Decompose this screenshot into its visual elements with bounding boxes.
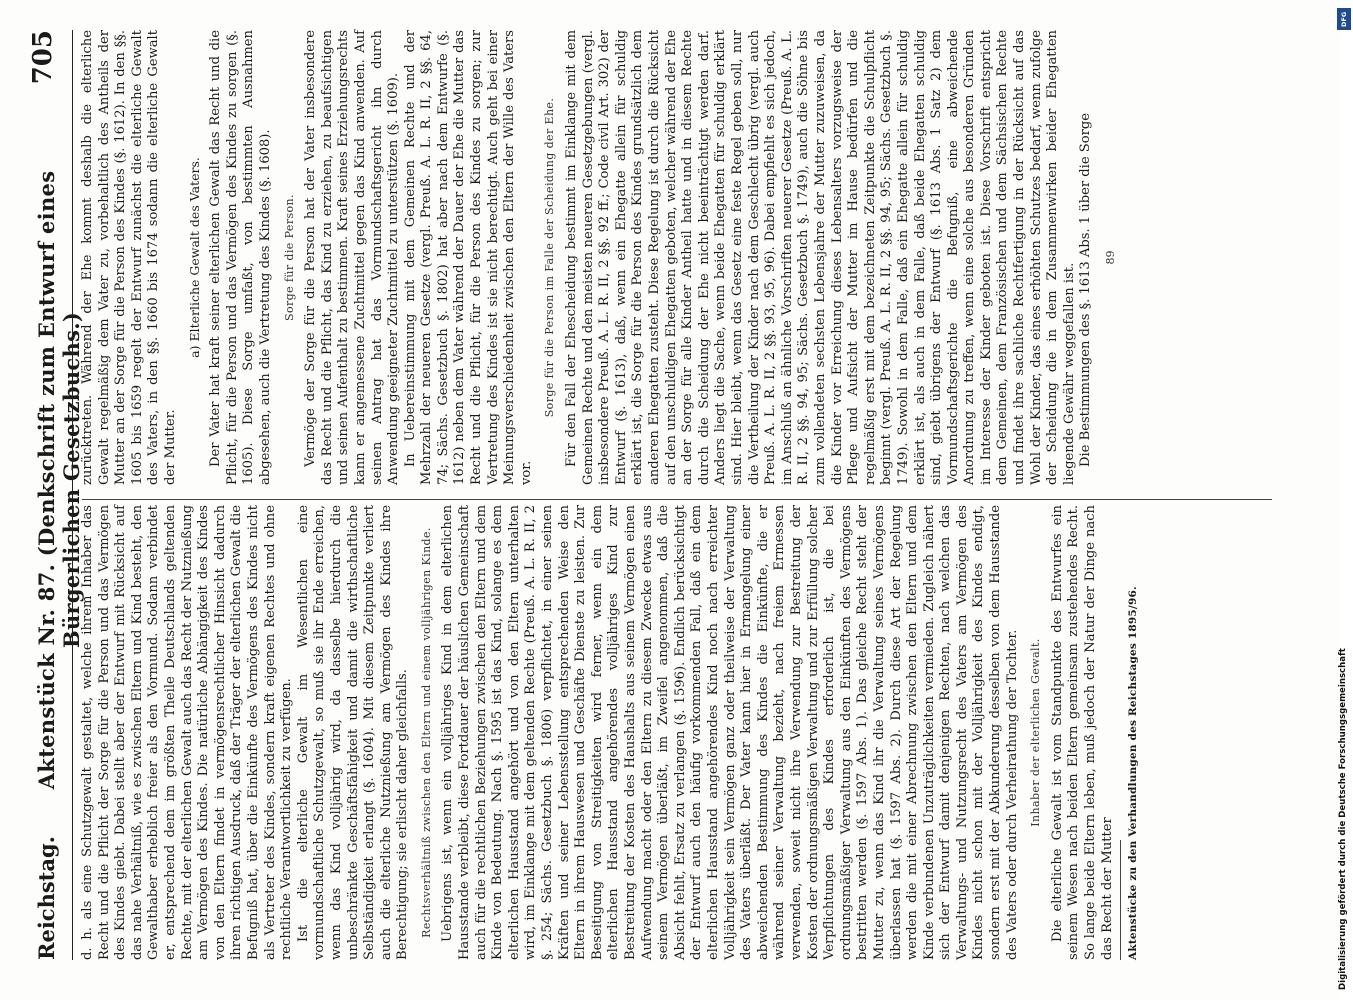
section-heading: Sorge für die Person im Falle der Scheidung der Ehe. [543,97,557,418]
footnote-rule [1120,840,1121,960]
digitization-credit: Digitalisierung gefördert durch die Deutsche Forschungsgemeinschaft [1338,648,1348,990]
paragraph: Ist die elterliche Gewalt im Wesentlichen eine vormundschaftliche Schutzgewalt, so muß sie ihr Ende erreichen, wenn das Kind volljährig wird, da dasselbe hierdurch die unbeschränkte Geschäftsfähigkeit und damit die wirthschaftliche Selbständigkeit erlangt (§. 1604). Mit diesem Zeitpunkte verliert auch die elterliche Nutznießung am Vermögen des Kindes ihre Berechtigung; sie erlischt daher gleichfalls. [295,505,411,960]
column-divider [82,499,1272,500]
header-title: Aktenstück Nr. 87. (Denkschrift zum Entwurf eines Bürgerlichen Gesetzbuchs.) [34,170,84,790]
sheet-number: 89 [1104,250,1118,265]
paragraph: Die Bestimmungen des §. 1613 Abs. 1 über die Sorge [1078,112,1094,467]
section-heading: Rechtsverhältniß zwischen den Eltern und einem volljährigen Kinde. [419,527,433,938]
header-rule [72,30,73,960]
paragraph: Uebrigens ist, wenn ein volljähriges Kind in dem elterlichen Hausstande verbleibt, diese Fortdauer der häuslichen Gemeinschaft auch für die rechtlichen Beziehungen zwischen den Eltern und dem Kinde von Bedeutung. Nach §. 1595 ist das Kind, solange es dem elterlichen Hausstand angehört und von den Eltern unterhalten wird, im Einklange mit dem geltenden Rechte (Preuß. A. L. R. II, 2 §. 254; Sächs. Gesetzbuch §. 1806) verpflichtet, in einer seinen Kräften und seiner Lebensstellung entsprechenden Weise den Eltern in ihrem Hauswesen und Geschäfte Dienste zu leisten. Zur Beseitigung von Streitigkeiten wird ferner, wenn ein dem elterlichen Hausstand angehörendes volljähriges Kind zur Bestreitung der Kosten des Haushalts aus seinem Vermögen einen Aufwendung macht oder den Eltern zu diesem Zwecke etwas aus seinem Vermögen überläßt, im Zweifel angenommen, daß die Absicht fehlt, Ersatz zu verlangen (§. 1596). Endlich berücksichtigt der Entwurf auch den häufig vorkommenden Fall, daß ein dem elterlichen Hausstand angehörendes Kind noch nach erreichter Volljährigkeit sein Vermögen ganz oder theilweise der Verwaltung des Vaters überläßt. Der Vater kann hier in Ermangelung einer abweichenden Bestimmung des Kindes die Einkünfte, die er während seiner Verwaltung bezieht, nach freiem Ermessen verwenden, soweit nicht ihre Verwendung zur Bestreitung der Kosten der ordnungsmäßigen Verwaltung und zur Erfüllung solcher Verpflichtungen des Kindes erforderlich ist, die bei ordnungsmäßiger Verwaltung aus den Einkünften des Vermögens bestritten werden (§. 1597 Abs. 1). Das gleiche Recht steht der Mutter zu, wenn das Kind ihr die Verwaltung seines Vermögens überlassen hat (§. 1597 Abs. 2). Durch diese Art der Regelung werden die mit einer Abrechnung zwischen den Eltern und dem Kinde verbundenen Unzuträglichkeiten vermieden. Zugleich nähert sich der Entwurf damit denjenigen Rechten, nach welchen das Verwaltungs- und Nutzungsrecht des Vaters am Vermögen des Kindes nicht schon mit der Volljährigkeit des Kindes endigt, sondern erst mit der Abkunderung desselben von dem Hausstande des Vaters oder durch Verheirathung der Tochter. [440,505,1020,960]
left-column [80,505,1142,960]
dfg-logo: DFG [1337,8,1351,30]
paragraph: zurücktreten. Während der Ehe kommt deshalb die elterliche Gewalt regelmäßig dem Vater zu, vorbehaltlich des Antheils der Mutter an der Sorge für die Person des Kindes (§. 1612). In den §§. 1605 bis 1659 regelt der Entwurf zunächst die elterliche Gewalt des Vaters, in den §§. 1660 bis 1674 sodann die elterliche Gewalt der Mutter. [80,30,178,485]
header-left: Reichstag. [34,836,59,960]
page-number: 705 [28,30,58,85]
section-heading: a) Elterliche Gewalt des Vaters. [186,157,202,358]
paragraph: Der Vater hat kraft seiner elterlichen Gewalt das Recht und die Pflicht, für die Person und das Vermögen des Kindes zu sorgen (§. 1605). Diese Sorge umfaßt, von bestimmten Ausnahmen abgesehen, auch die Vertretung des Kindes (§. 1608). [208,30,273,485]
section-heading: Sorge für die Person. [282,194,296,321]
paragraph: Die elterliche Gewalt ist vom Standpunkte des Entwurfes ein seinem Wesen nach beiden Eltern gemeinsam zustehendes Recht. So lange beide Eltern leben, muß jedoch der Natur der Dinge nach das Recht der Mutter [1049,505,1115,960]
section-heading: Inhaber der elterlichen Gewalt. [1029,638,1043,827]
right-column [80,30,1120,485]
paragraph: Für den Fall der Ehescheidung bestimmt im Einklange mit dem Gemeinen Rechte und den meisten neueren Gesetzgebungen (vergl. insbesondere Preuß. A. L. R. II, 2 §§. 92 ff.; Code civil Art. 302) der Entwurf (§. 1613), daß, wenn ein Ehegatte allein für schuldig erklärt ist, die Sorge für die Person des Kindes grundsätzlich dem anderen Ehegatten zusteht. Diese Regelung ist durch die Rücksicht auf den unschuldigen Ehegatten geboten, welcher während der Ehe an der Sorge für alle Kinder Antheil hatte und in diesem Rechte durch die Scheidung der Ehe nicht beeinträchtigt werden darf. Anders liegt die Sache, wenn beide Ehegatten für schuldig erklärt sind. Hier bleibt, wenn das Gesetz eine feste Regel geben soll, nur die Vertheilung der Kinder nach dem Geschlecht übrig (vergl. auch Preuß. A. L. R. II, 2 §§. 93, 95, 96). Dabei empfiehlt es sich jedoch, im Anschluß an ähnliche Vorschriften neuerer Gesetze (Preuß. A. L. R. II, 2 §§. 94, 95; Sächs. Gesetzbuch §. 1749), auch die Söhne bis zum vollendeten sechsten Lebensjahre der Mutter zuzuweisen, da die Kinder vor Erreichung dieses Lebensalters vorzugsweise der Pflege und Aufsicht der Mutter im Hause bedürfen und die regelmäßig erst mit dem bezeichneten Zeitpunkte die Schulpflicht beginnt (vergl. Preuß. A. L. R. II, 2 §§. 94, 95; Sächs. Gesetzbuch §. 1749). Sowohl in dem Falle, daß ein Ehegatte allein für schuldig erklärt ist, als auch in dem Falle, daß beide Ehegatten schuldig sind, giebt übrigens der Entwurf (§. 1613 Abs. 1 Satz 2) dem Vormundschaftsgerichte die Befugniß, eine abweichende Anordnung zu treffen, wenn eine solche aus besonderen Gründen im Interesse der Kinder geboten ist. Diese Vorschrift entspricht dem Gemeinen, dem Französischen und dem Sächsischen Rechte und findet ihre sachliche Rechtfertigung in der Rücksicht auf das Wohl der Kinder, das eines erhöhten Schutzes bedarf, wenn zufolge der Scheidung die in dem Zusammenwirken beider Ehegatten liegende Gewähr weggefallen ist. [564,30,1077,485]
paragraph: Vermöge der Sorge für die Person hat der Vater insbesondere das Recht und die Pflicht, das Kind zu erziehen, zu beaufsichtigen und seinen Aufenthalt zu bestimmen. Kraft seines Erziehungsrechts kann er angemessene Zuchtmittel gegen das Kind anwenden. Auf seinen Antrag hat das Vormundschaftsgericht ihn durch Anwendung geeigneter Zuchtmittel zu unterstützen (§. 1609). [303,30,402,485]
paragraph: d. h. als eine Schutzgewalt gestaltet, welche ihrem Inhaber das Recht und die Pflicht der Sorge für die Person und das Vermögen des Kindes giebt. Dabei stellt aber der Entwurf mit Rücksicht auf das nahe Verhältniß, wie es zwischen Eltern und Kind besteht, den Gewalthaber erheblich freier als den Vormund. Sodann verbindet er, entsprechend dem im größten Theile Deutschlands geltenden Rechte, mit der elterlichen Gewalt auch das Recht der Nutznießung am Vermögen des Kindes. Die natürliche Abhängigkeit des Kindes von den Eltern findet in vermögensrechtlicher Hinsicht dadurch ihren richtigen Ausdruck, daß der Träger der elterlichen Gewalt die Befugniß hat, über die Einkünfte des Vermögens des Kindes nicht als Vertreter des Kindes, sondern kraft eigenen Rechtes und ohne rechtliche Verantwortlichkeit zu verfügen. [80,505,295,960]
footnote: Aktenstücke zu den Verhandlungen des Reichstages 1895/96. [1127,586,1140,960]
page-header [28,30,84,960]
paragraph: In Uebereinstimmung mit dem Gemeinen Rechte und der Mehrzahl der neueren Gesetze (vergl. Preuß. A. L. R. II, 2 §§. 64, 74; Sächs. Gesetzbuch §. 1802) hat aber nach dem Entwurfe (§. 1612) neben dem Vater während der Dauer der Ehe die Mutter das Recht und die Pflicht, für die Person des Kindes zu sorgen; zur Vertretung des Kindes ist sie nicht berechtigt. Auch geht bei einer Meinungsverschiedenheit zwischen den Eltern der Wille des Vaters vor. [402,30,534,485]
